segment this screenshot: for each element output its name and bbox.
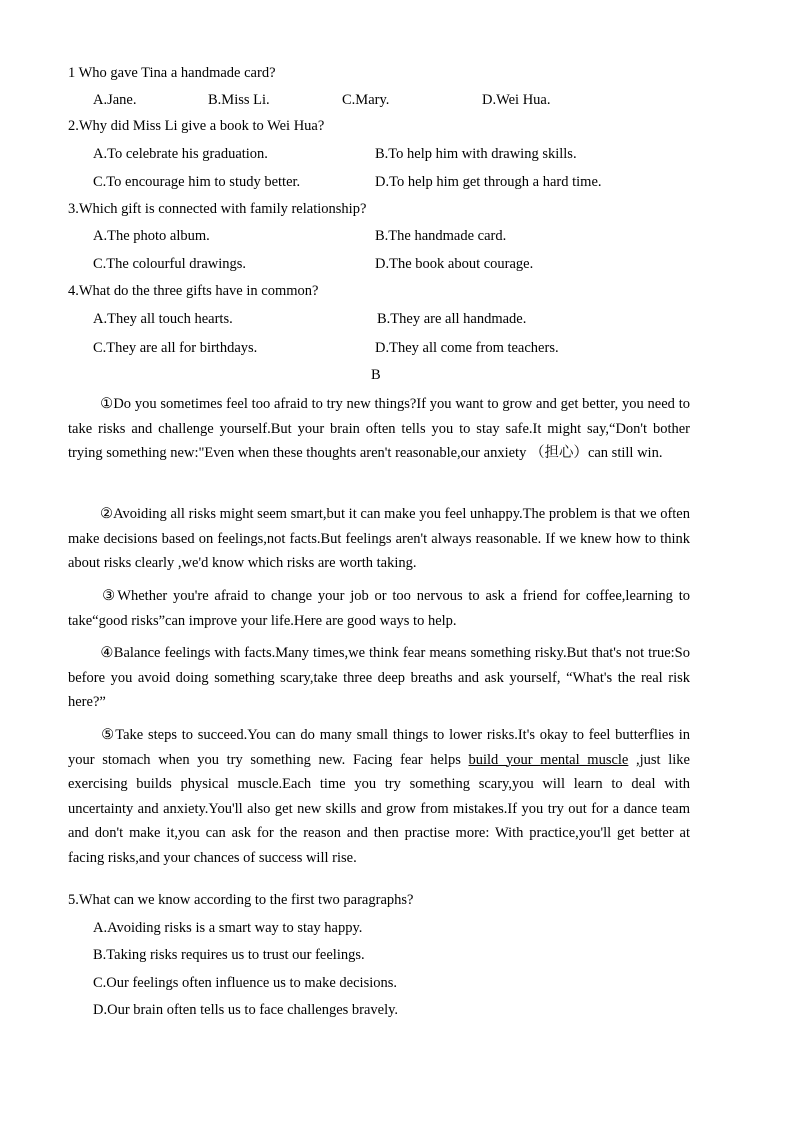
q5-option-c: C.Our feelings often influence us to make decisions. [93, 975, 398, 991]
question-1-stem: 1 Who gave Tina a handmade card? [68, 65, 276, 81]
section-label: B [371, 367, 381, 383]
question-2-stem: 2.Why did Miss Li give a book to Wei Hua? [68, 118, 325, 134]
passage-paragraph-2: ②Avoiding all risks might seem smart,but it can make you feel unhappy.The problem is that we often make decisions based on feelings,not facts.But feelings aren't always reasonable. If we knew how to think about risks clearly ,we'd know which risks are worth taking. [68, 506, 690, 571]
q3-option-b: B.The handmade card. [375, 228, 507, 244]
passage-paragraph-5: ⑤Take steps to succeed.You can do many small things to lower risks.It's okay to feel butterflies in your stomach when you try something new. Facing fear helps build your mental muscle ,just like exercising builds physical muscle.Each time you try something scary,you will learn to deal with uncertainty and anxiety.You'll also get new skills and grow from mistakes.If you try out for a dance team and don't make it,you can ask for the reason and then practise more: With practice,you'll get better at facing risks,and your chances of success will rise. [68, 727, 690, 866]
q2-option-b: B.To help him with drawing skills. [375, 146, 577, 162]
passage-paragraph-3: ③Whether you're afraid to change your job or too nervous to ask a friend for coffee,learning to take“good risks”can improve your life.Here are good ways to help. [68, 588, 690, 629]
q3-option-c: C.The colourful drawings. [93, 256, 247, 272]
q4-option-d: D.They all come from teachers. [375, 340, 559, 356]
passage-paragraph-4: ④Balance feelings with facts.Many times,we think fear means something risky.But that's not true:So before you avoid doing something scary,take three deep breaths and ask yourself, “What's the real risk here?” [68, 645, 690, 710]
q5-option-d: D.Our brain often tells us to face challenges bravely. [93, 1002, 399, 1018]
underlined-phrase: build your mental muscle [468, 751, 629, 768]
q3-option-a: A.The photo album. [93, 228, 210, 244]
question-4-stem: 4.What do the three gifts have in common? [68, 283, 319, 299]
q1-option-d: D.Wei Hua. [482, 92, 551, 108]
q4-option-c: C.They are all for birthdays. [93, 340, 258, 356]
q2-option-c: C.To encourage him to study better. [93, 174, 301, 190]
passage-paragraph-1: ①Do you sometimes feel too afraid to try new things?If you want to grow and get better, you need to take risks and challenge yourself.But your brain often tells you to stay safe.It might say,“Don't bother trying something new:"Even when these thoughts aren't reasonable,our anxiety （担心）can still win. [68, 396, 690, 461]
q2-option-a: A.To celebrate his graduation. [93, 146, 268, 162]
q5-option-a: A.Avoiding risks is a smart way to stay happy. [93, 920, 363, 936]
question-3-stem: 3.Which gift is connected with family relationship? [68, 201, 367, 217]
q5-option-b: B.Taking risks requires us to trust our feelings. [93, 947, 365, 963]
q3-option-d: D.The book about courage. [375, 256, 534, 272]
q4-option-a: A.They all touch hearts. [93, 311, 233, 327]
q4-option-b: B.They are all handmade. [377, 311, 527, 327]
q1-option-b: B.Miss Li. [208, 92, 270, 108]
question-5-stem: 5.What can we know according to the first two paragraphs? [68, 892, 414, 908]
q1-option-c: C.Mary. [342, 92, 390, 108]
q2-option-d: D.To help him get through a hard time. [375, 174, 602, 190]
q1-option-a: A.Jane. [93, 92, 137, 108]
